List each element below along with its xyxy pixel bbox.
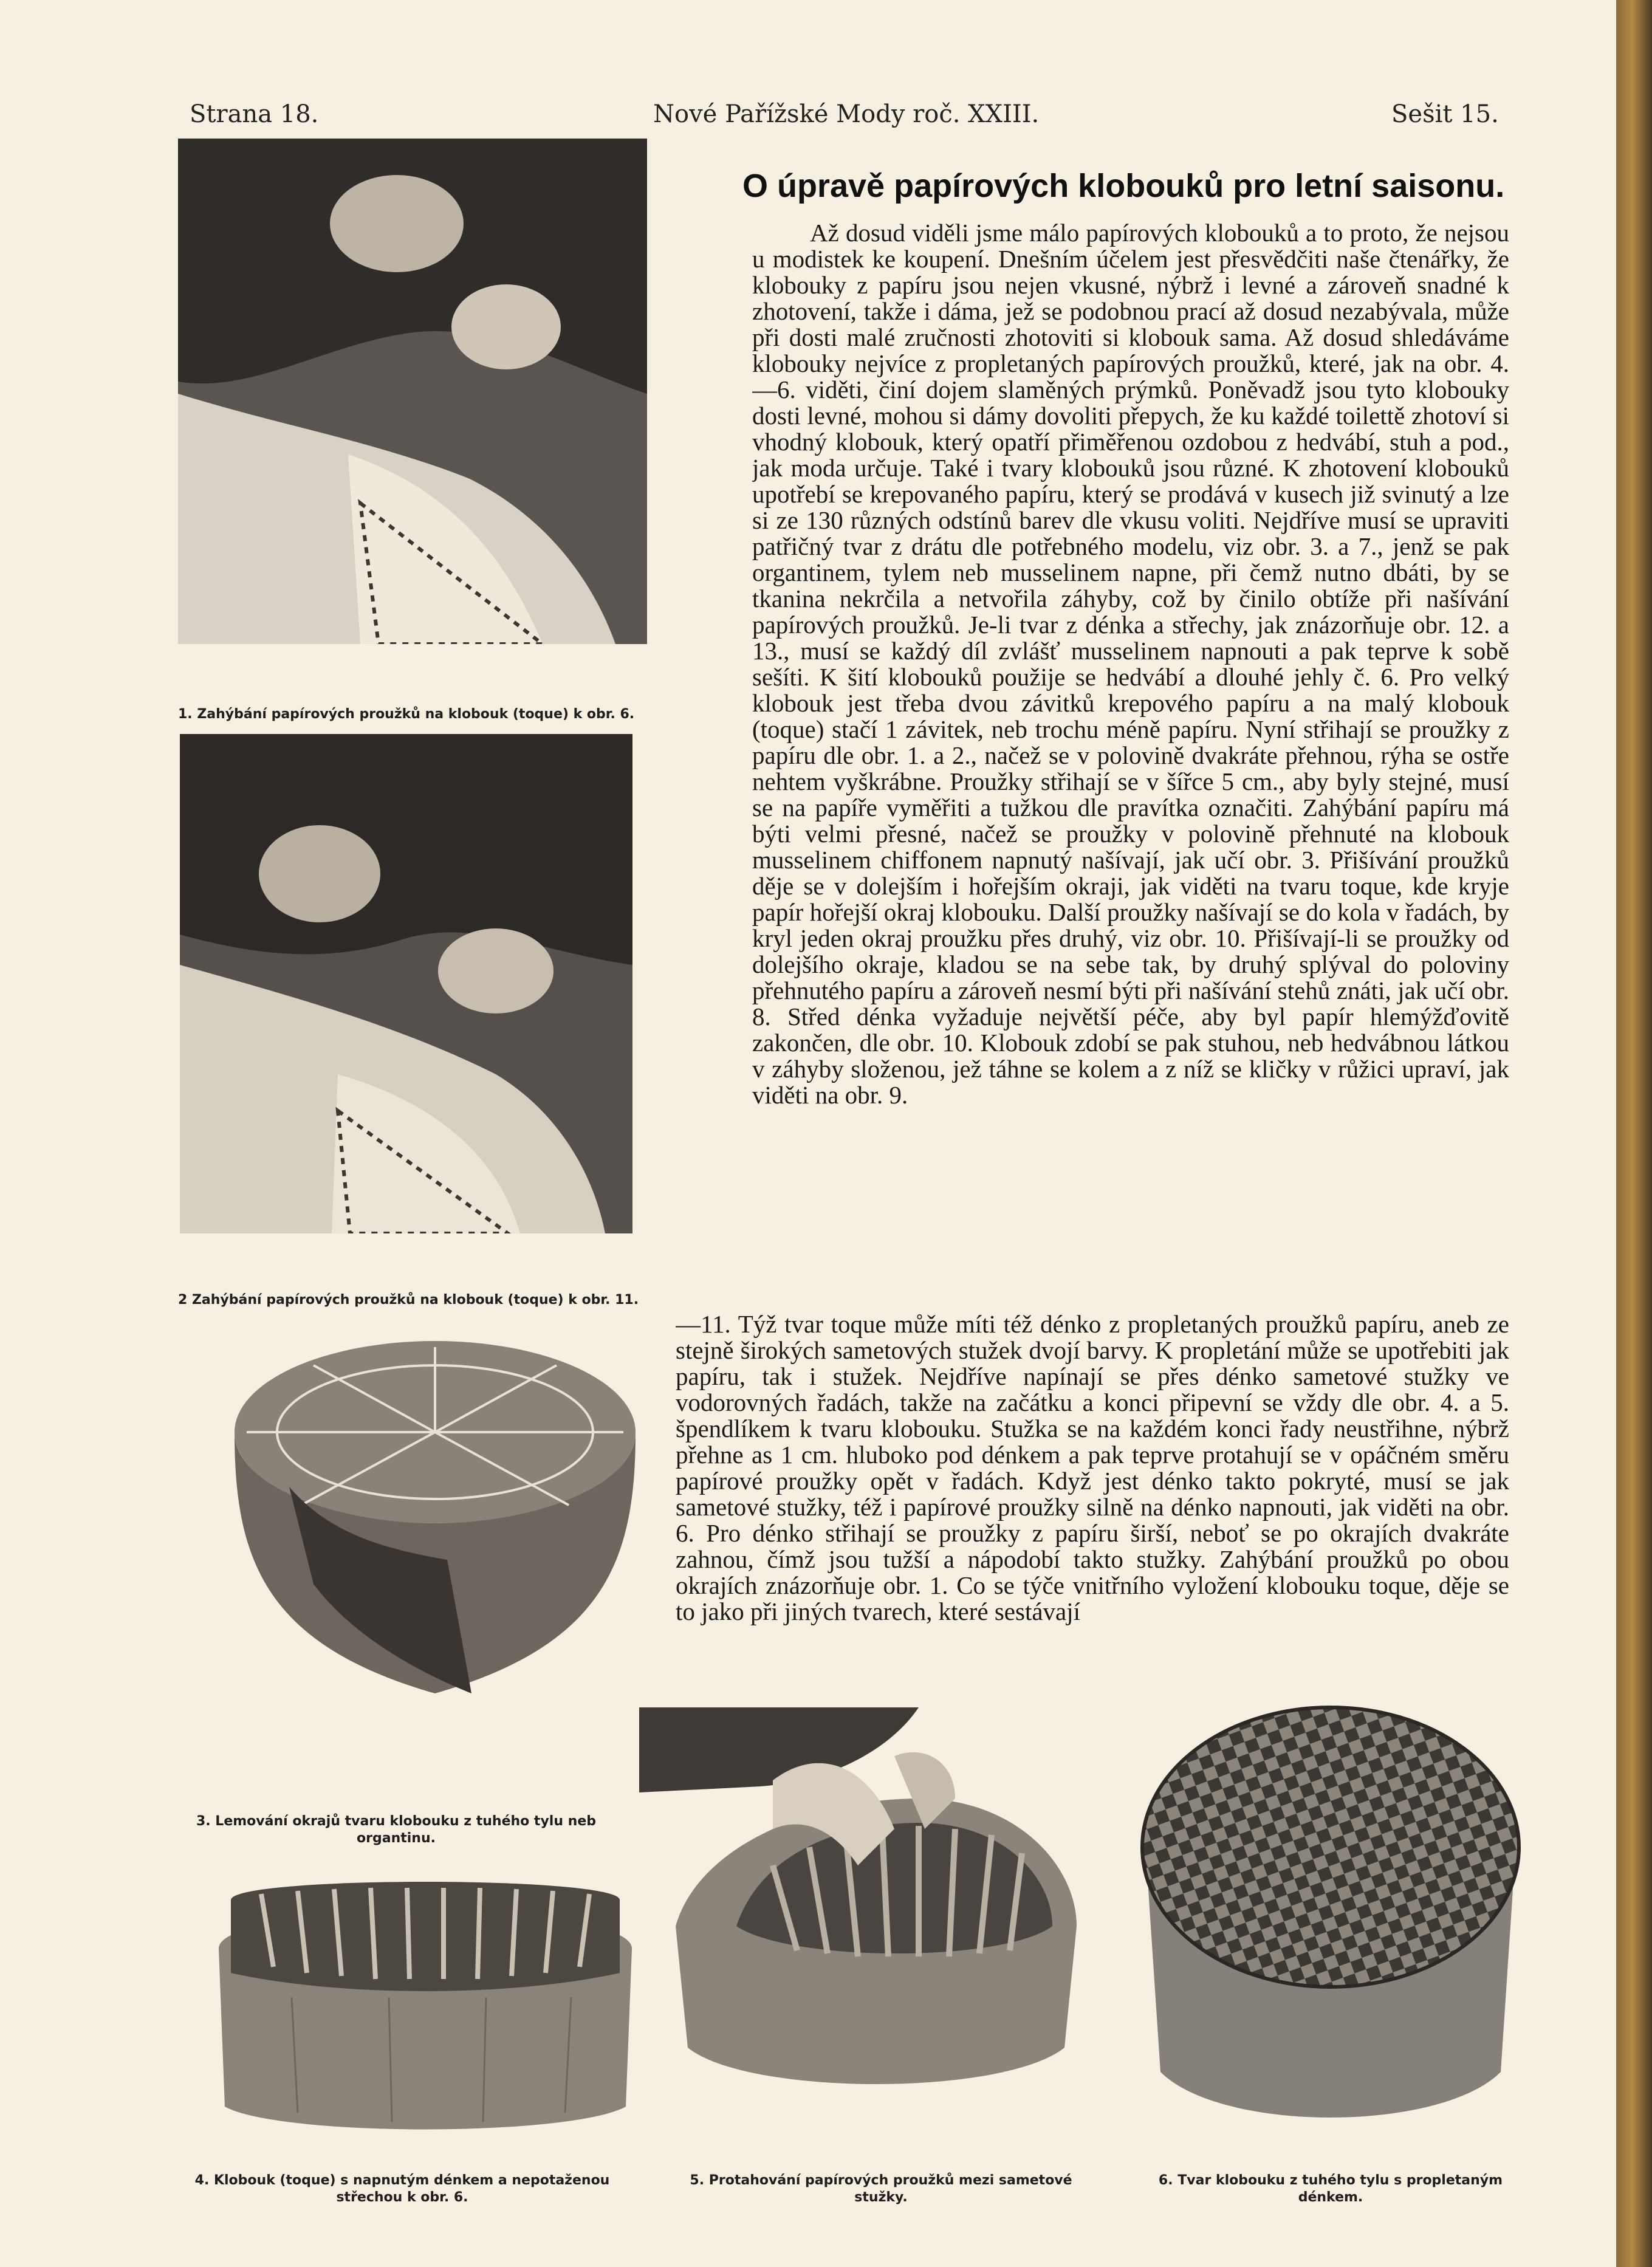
magazine-title: Nové Pařížské Mody roč. XXIII. (653, 100, 1040, 128)
article-body-column-1 (752, 220, 1509, 1320)
figure-4-caption: 4. Klobouk (toque) s napnutým dénkem a nepotaženou střechou k obr. 6. (194, 2173, 610, 2205)
figure-1-caption: 1. Zahýbání papírových proužků na klobouk (toque) k obr. 6. (178, 707, 635, 722)
figure-1-photo (178, 139, 647, 644)
book-binding-edge (1616, 0, 1652, 2267)
figure-3-caption: 3. Lemování okrajů tvaru klobouku z tuhého tylu neb organtinu. (196, 1814, 596, 1846)
article-paragraph-1: Až dosud viděli jsme málo papírových klobouků a to proto, že nejsou u modistek ke koupení. Dnešním účelem jest přesvědčiti naše čtenářky, že klobouky z papíru jsou nejen vkusné, nýbrž i levné a zároveň snadné k zhotovení, takže i dáma, jež se podobnou prací až dosud nezabývala, může při dosti malé zručnosti zhotoviti si klobouk sama. Až dosud shledáváme klobouky nejvíce z propletaných papírových proužků, které, jak na obr. 4.—6. viděti, činí dojem slaměných prýmků. Poněvadž jsou tyto klobouky dosti levné, mohou si dámy dovoliti přepych, že ku každé toilettě zhotoví si vhodný klobouk, který opatří přiměřenou ozdobou z hedvábí, stuh a pod., jak moda určuje. Také i tvary klobouků jsou různé. K zhotovení klobouků upotřebí se krepovaného papíru, který se prodává v kusech již svinutý a lze si ze 130 různých odstínů barev dle vkusu voliti. Nejdříve musí se upraviti patřičný tvar z drátu dle potřebného modelu, viz obr. 3. a 7., jenž se pak organtinem, tylem neb musselinem napne, při čemž nutno dbáti, by se tkanina nekrčila a netvořila záhyby, což by činilo obtíže při našívání papírových proužků. Je-li tvar z dénka a střechy, jak znázorňuje obr. 12. a 13., musí se každý díl zvlášť musselinem napnouti a pak teprve k sobě sešíti. K šití klobouků použije se hedvábí a dlouhé jehly č. 6. Pro velký klobouk jest třeba dvou závitků krepového papíru a na malý klobouk (toque) stačí 1 závitek, neb trochu méně papíru. Nyní střihají se proužky z papíru dle obr. 1. a 2., načež se v polovině dvakráte přehnou, rýha se ostře nehtem vyškrábne. Proužky střihají se v šířce 5 cm., aby byly stejné, musí se na papíře vyměřiti a tužkou dle pravítka označiti. Zahýbání papíru má býti velmi přesné, načež se proužky v polovině přehnuté na klobouk musselinem chiffonem napnutý našívají, jak učí obr. 3. Přišívání proužků děje se v dolejším i hořejším okraji, jak viděti na tvaru toque, kde kryje papír hořejší okraj klobouku. Další proužky našívají se do kola v řadách, by kryl jeden okraj proužku přes druhý, viz obr. 10. Přišívají-li se proužky od dolejšího okraje, kladou se na sebe tak, by druhý splýval do poloviny přehnutého papíru a zároveň nesmí býti při našívání stehů znáti, jak učí obr. 8. Střed dénka vyžaduje největší péče, aby byl papír hlemýžďovitě zakončen, dle obr. 10. Klobouk zdobí se pak stuhou, neb hedvábnou látkou v záhyby složenou, jež táhne se kolem a z níž se kličky v růžici upraví, jak viděti na obr. 9. (752, 220, 1509, 1109)
page-number: Strana 18. (190, 100, 319, 128)
article-title: O úpravě papírových klobouků pro letní saisonu. (742, 168, 1505, 204)
figure-3-photo (192, 1329, 678, 1718)
figure-4-photo (207, 1876, 644, 2137)
figure-5-caption: 5. Protahování papírových proužků mezi sametové stužky. (690, 2173, 1072, 2205)
figure-6-photo (1124, 1695, 1537, 2145)
figure-2-photo (180, 734, 632, 1233)
figure-5-photo (639, 1707, 1100, 2151)
figure-2-caption: 2 Zahýbání papírových proužků na klobouk (toque) k obr. 11. (178, 1292, 639, 1308)
issue-number: Sešit 15. (1391, 100, 1499, 128)
article-body-column-2 (676, 1311, 1509, 1706)
figure-6-caption: 6. Tvar klobouku z tuhého tylu s propletaným dénkem. (1158, 2173, 1503, 2205)
article-paragraph-2: —11. Týž tvar toque může míti též dénko z propletaných proužků papíru, aneb ze stejně širokých sametových stužek dvojí barvy. K propletání může se upotřebiti jak papíru, tak i stužek. Nejdříve napínají se přes dénko sametové stužky ve vodorovných řadách, takže na začátku a konci připevní se vždy dle obr. 4. a 5. špendlíkem k tvaru klobouku. Stužka se na každém konci řady neustřihne, nýbrž přehne as 1 cm. hluboko pod dénkem a pak teprve protahují se v opáčném směru papírové proužky opět v řadách. Když jest dénko takto pokryté, musí se jak sametové stužky, též i papírové proužky silně na dénko napnouti, jak viděti na obr. 6. Pro dénko střihají se proužky z papíru širší, neboť se po okrajích dvakráte zahnou, čímž jsou tužší a nápodobí takto stužky. Zahýbání proužků po obou okrajích znázorňuje obr. 1. Co se týče vnitřního vyložení klobouku toque, děje se to jako při jiných tvarech, které sestávají (676, 1311, 1509, 1625)
